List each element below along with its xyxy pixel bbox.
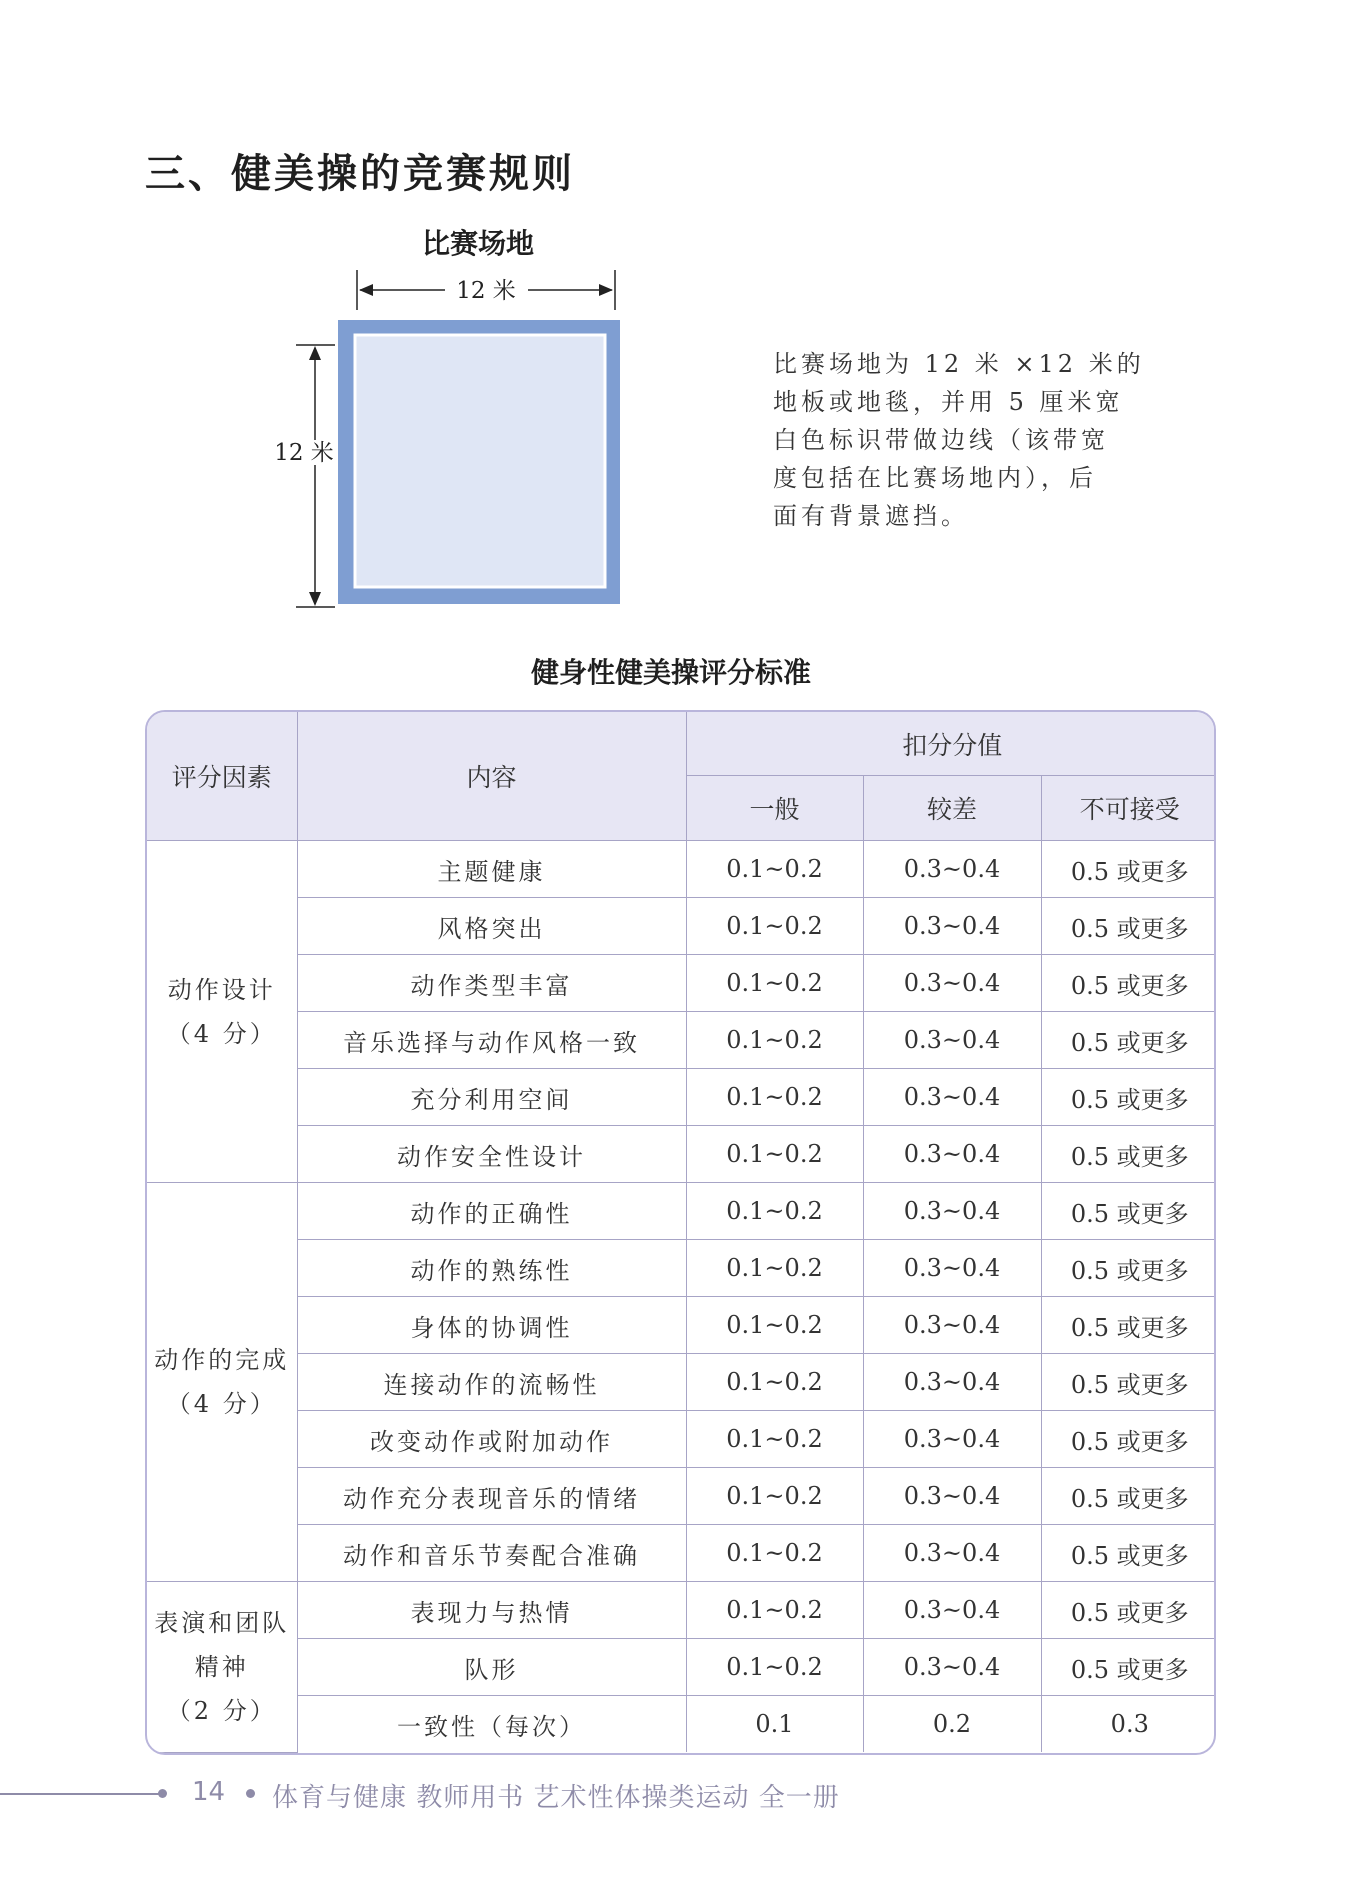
poor-cell: 0.3~0.4 [863,1012,1041,1069]
page-footer [0,1775,1367,1815]
poor-cell: 0.3~0.4 [863,1240,1041,1297]
poor-cell: 0.2 [863,1696,1041,1753]
figure-title: 比赛场地 [422,227,535,260]
unacceptable-cell: 0.5 或更多 [1041,1354,1216,1411]
general-cell: 0.1 [686,1696,863,1753]
poor-cell: 0.3~0.4 [863,1354,1041,1411]
unacceptable-cell: 0.5 或更多 [1041,1183,1216,1240]
table-row [147,1525,1216,1582]
poor-cell: 0.3~0.4 [863,1411,1041,1468]
unacceptable-cell: 0.5 或更多 [1041,1639,1216,1696]
unacceptable-cell: 0.5 或更多 [1041,1525,1216,1582]
general-cell: 0.1~0.2 [686,1240,863,1297]
item-cell: 动作充分表现音乐的情绪 [297,1468,686,1525]
poor-cell: 0.3~0.4 [863,1297,1041,1354]
description-line: 度包括在比赛场地内），后 [773,464,1097,492]
item-cell: 连接动作的流畅性 [297,1354,686,1411]
footer-text: 体育与健康 教师用书 艺术性体操类运动 全一册 [272,1783,840,1813]
general-cell: 0.1~0.2 [686,1126,863,1183]
item-cell: 充分利用空间 [297,1069,686,1126]
poor-cell: 0.3~0.4 [863,1126,1041,1183]
footer-dot [158,1789,167,1798]
item-cell: 表现力与热情 [297,1582,686,1639]
table-title: 健身性健美操评分标准 [531,656,812,689]
unacceptable-cell: 0.5 或更多 [1041,898,1216,955]
unacceptable-cell: 0.5 或更多 [1041,1069,1216,1126]
poor-cell: 0.3~0.4 [863,898,1041,955]
description-line: 白色标识带做边线（该带宽 [773,426,1109,454]
header-general: 一般 [686,776,863,841]
general-cell: 0.1~0.2 [686,1297,863,1354]
item-cell: 动作的熟练性 [297,1240,686,1297]
poor-cell: 0.3~0.4 [863,1582,1041,1639]
header-content: 内容 [297,712,686,841]
table-row [147,955,1216,1012]
factor-line: 动作的完成 [154,1346,290,1374]
table-row [147,1354,1216,1411]
factor-line: （4 分） [166,1019,277,1048]
factor-line: （2 分） [166,1696,277,1725]
table-row [147,1183,1216,1240]
height-arrow-head-bottom [309,592,321,606]
item-cell: 队形 [297,1639,686,1696]
general-cell: 0.1~0.2 [686,841,863,898]
width-arrow-head-right [599,284,613,296]
page-number: 14 [192,1777,226,1807]
header-poor: 较差 [863,776,1041,841]
description-line: 比赛场地为 12 米 ×12 米的 [773,350,1145,378]
item-cell: 改变动作或附加动作 [297,1411,686,1468]
item-cell: 动作安全性设计 [297,1126,686,1183]
table-row [147,1639,1216,1696]
height-arrow-head-top [309,346,321,360]
width-arrow-head-left [359,284,373,296]
description-line: 面有背景遮挡。 [773,502,969,530]
table-row [147,898,1216,955]
item-cell: 身体的协调性 [297,1297,686,1354]
factor-line: 精神 [194,1652,249,1681]
factor-cell [147,841,297,1183]
scoring-table [145,710,1216,1755]
poor-cell: 0.3~0.4 [863,955,1041,1012]
table-row [147,1297,1216,1354]
poor-cell: 0.3~0.4 [863,1069,1041,1126]
general-cell: 0.1~0.2 [686,1183,863,1240]
item-cell: 主题健康 [297,841,686,898]
general-cell: 0.1~0.2 [686,1468,863,1525]
width-label: 12 米 [456,278,516,304]
unacceptable-cell: 0.5 或更多 [1041,1297,1216,1354]
header-deduction: 扣分分值 [686,712,1216,776]
item-cell: 动作和音乐节奏配合准确 [297,1525,686,1582]
court-diagram [260,265,640,615]
unacceptable-cell: 0.5 或更多 [1041,1411,1216,1468]
factor-line: 表演和团队 [154,1608,290,1637]
table-row [147,841,1216,898]
height-label: 12 米 [274,440,334,466]
unacceptable-cell: 0.5 或更多 [1041,1126,1216,1183]
poor-cell: 0.3~0.4 [863,1639,1041,1696]
unacceptable-cell: 0.5 或更多 [1041,1468,1216,1525]
unacceptable-cell: 0.5 或更多 [1041,1582,1216,1639]
poor-cell: 0.3~0.4 [863,1468,1041,1525]
court-surface [355,335,605,587]
factor-cell [147,1183,297,1582]
poor-cell: 0.3~0.4 [863,841,1041,898]
general-cell: 0.1~0.2 [686,1069,863,1126]
poor-cell: 0.3~0.4 [863,1525,1041,1582]
table-row [147,1240,1216,1297]
general-cell: 0.1~0.2 [686,1582,863,1639]
table-row [147,1411,1216,1468]
table-row [147,1696,1216,1753]
poor-cell: 0.3~0.4 [863,1183,1041,1240]
item-cell: 音乐选择与动作风格一致 [297,1012,686,1069]
factor-line: （4 分） [166,1390,277,1418]
table-row [147,1012,1216,1069]
general-cell: 0.1~0.2 [686,1012,863,1069]
unacceptable-cell: 0.5 或更多 [1041,1012,1216,1069]
general-cell: 0.1~0.2 [686,1354,863,1411]
header-factor: 评分因素 [147,712,297,841]
footer-rule [0,1793,160,1795]
general-cell: 0.1~0.2 [686,955,863,1012]
general-cell: 0.1~0.2 [686,1525,863,1582]
footer-dot [246,1789,255,1798]
table-row [147,1582,1216,1639]
general-cell: 0.1~0.2 [686,1639,863,1696]
unacceptable-cell: 0.5 或更多 [1041,1240,1216,1297]
unacceptable-cell: 0.5 或更多 [1041,841,1216,898]
description-line: 地板或地毯，并用 5 厘米宽 [773,388,1124,416]
unacceptable-cell: 0.3 [1041,1696,1216,1753]
court-description [773,345,1145,535]
table-row [147,1468,1216,1525]
item-cell: 动作的正确性 [297,1183,686,1240]
general-cell: 0.1~0.2 [686,898,863,955]
section-heading: 三、健美操的竞赛规则 [145,151,575,197]
item-cell: 一致性（每次） [297,1696,686,1753]
header-unacceptable: 不可接受 [1041,776,1216,841]
unacceptable-cell: 0.5 或更多 [1041,955,1216,1012]
table-row [147,1126,1216,1183]
factor-line: 动作设计 [167,975,276,1004]
item-cell: 风格突出 [297,898,686,955]
factor-cell [147,1582,297,1753]
general-cell: 0.1~0.2 [686,1411,863,1468]
table-row [147,1069,1216,1126]
item-cell: 动作类型丰富 [297,955,686,1012]
